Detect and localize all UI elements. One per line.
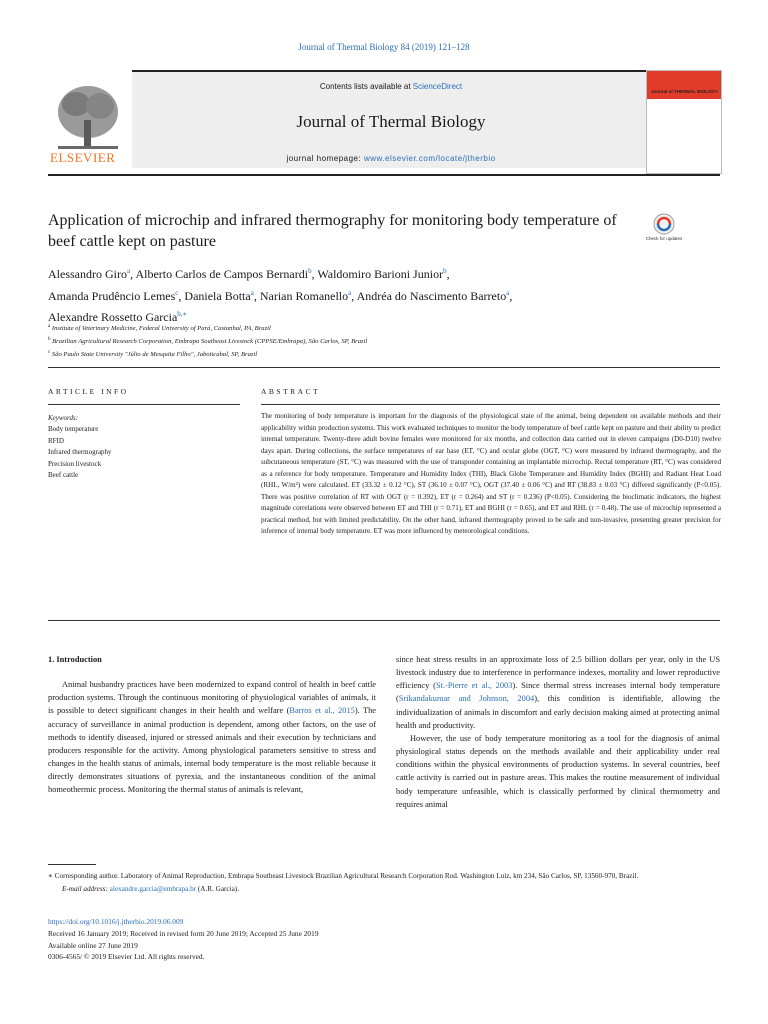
author[interactable]: Andréa do Nascimento Barreto$^a$ bbox=[356, 288, 510, 303]
available-online: Available online 27 June 2019 bbox=[48, 940, 138, 950]
paragraph: Animal husbandry practices have been modernized to expand control of health in beef cattle production systems. Through the continuous monitoring of physiological variables of animals, it is possible to detect significant changes in their health and welfare (Barros et al., 2015). The accuracy of surveillance in animal production is dependent, among other factors, on the use of methods to identify diseased, injured or stressed animals and their execution by technicians and producers responsible for the activity. Among physiological parameters sensitive to stress and changes in the health status of animals, internal body temperature is the most reliable because it directly demonstrates situations of pyrexia, and the instantaneous condition of the animal homeothermic process. Monitoring the thermal status of animals is relevant, bbox=[48, 680, 376, 795]
intro-left-column bbox=[48, 653, 376, 797]
author[interactable]: Narian Romanello$^a$ bbox=[259, 288, 352, 303]
divider bbox=[48, 620, 720, 621]
email-line: E-mail address: alexandre.garcia@embrapa.br (A.R. Garcia). bbox=[62, 884, 240, 893]
contents-prefix: Contents lists available at bbox=[319, 82, 413, 91]
author-list: Alessandro Giro$^a$, Alberto Carlos de Campos Bernardi$^b$, Waldomiro Barioni Junior$^b$, Amanda Prudêncio Lemes$^c$, Daniela Botta$^a$, Narian Romanello$^a$, Andréa do Nascimento Barreto$^a$, Alexandre Rossetto Garcia$^{b,∗}$ bbox=[48, 267, 513, 324]
copyright: 0306-4565/ © 2019 Elsevier Ltd. All rights reserved. bbox=[48, 952, 205, 962]
article-title: Application of microchip and infrared thermography for monitoring body temperature of beef cattle kept on pasture bbox=[48, 212, 617, 250]
homepage-link[interactable]: www.elsevier.com/locate/jtherbio bbox=[363, 154, 496, 163]
author[interactable]: Waldomiro Barioni Junior$^b$ bbox=[317, 267, 447, 281]
homepage-line bbox=[132, 154, 650, 163]
corresponding-author-note: ∗ Corresponding author. Laboratory of Animal Reproduction, Embrapa Southeast Livestock Brazilian Agricultural Research Corporation Rod. Washington Luiz, km 234, São Carlos, SP, 13560-970, Brazil. bbox=[48, 872, 639, 880]
citation-link[interactable]: Srikandakumar and Johnson, 2004 bbox=[398, 694, 535, 704]
affiliation: $^c$ São Paulo State University "Júlio de Mesquita Filho", Jaboticabal, SP, Brazil bbox=[48, 350, 258, 359]
masthead-bottom-rule bbox=[48, 174, 720, 176]
abstract-heading: ABSTRACT bbox=[261, 387, 321, 396]
homepage-prefix: journal homepage: bbox=[286, 154, 364, 163]
author[interactable]: Amanda Prudêncio Lemes$^c$ bbox=[48, 288, 179, 303]
citation-link[interactable]: Barros et al., 2015 bbox=[289, 706, 355, 716]
citation-link[interactable]: St.-Pierre et al., 2003 bbox=[435, 681, 513, 691]
publication-info bbox=[48, 916, 720, 963]
elsevier-wordmark: ELSEVIER bbox=[50, 150, 116, 165]
keyword: Beef cattle bbox=[48, 471, 79, 480]
journal-title: Journal of Thermal Biology bbox=[296, 112, 486, 131]
keyword: Body temperature bbox=[48, 425, 99, 434]
affiliation: $^a$ Institute of Veterinary Medicine, Federal University of Pará, Castanhal, PA, Brazil bbox=[48, 324, 271, 333]
abstract-text: The monitoring of body temperature is important for the diagnosis of the physiological state of the animal, being dependent on available methods and their applicability within production systems. This work evaluated techniques to monitor the body temperature of beef cattle kept on pasture and their ability to predict internal temperature. Twenty-three adult bovine females were monitored for six months, and collection data carried out in eleven campaigns (D0-D10) twelve days apart. During collections, the surface temperatures of ear base (ET, °C) and ocular globe (OGT, °C) were measured by infrared thermography, and the subcutaneous temperature (ST, °C) was measured with the use of transponder containing an implantable microchip. Rectal temperature (RT, °C) was considered as a reference for body temperature. Temperature and Humidity Index (THI), Black Globe Temperature and Humidity Index (BGHI) and Radiant Heat Load (RHL, W/m²) were calculated. ET (33.32 ± 0.12 °C), ST (36.10 ± 0.07 °C), OGT (37.40 ± 0.06 °C) and RT (38.83 ± 0.03 °C) differed significantly (P<0.05). There was positive correlation of RT with OGT (r = 0.392), ET (r = 0.264) and ST (r = 0.236) (P<0.05). Considering the bioclimatic indicators, the highest magnitude correlations were observed between ET and THI (r = 0.71), ET and BGHI (r = 0.65), and ET and RHL (r = 0.48). The use of microchip represented a practical method, but with limited predictability. On the other hand, infrared thermography proved to be safe and non-invasive, presenting greater precision for inference of internal body temperature. ET was more influenced by meteorological conditions. bbox=[261, 412, 721, 536]
doi-link[interactable]: https://doi.org/10.1016/j.jtherbio.2019.06.009 bbox=[48, 917, 184, 926]
journal-reference[interactable]: Journal of Thermal Biology 84 (2019) 121–128 bbox=[298, 42, 470, 52]
keyword: Precision livestock bbox=[48, 459, 102, 468]
divider bbox=[261, 404, 720, 405]
author[interactable]: Alexandre Rossetto Garcia$^{b,∗}$ bbox=[48, 310, 188, 324]
paragraph: since heat stress results in an approximate loss of 2.5 billion dollars per year, only in the US livestock industry due to interference in performance indexes, mortality and lower reproductive efficiency (St.-Pierre et al., 2003). Since thermal stress increases internal body temperature (Srikandakumar and Johnson, 2004), this condition is identifiable, allowing the individualization of animals in discomfort and early decision making aimed at protecting animal health and productivity. bbox=[396, 655, 720, 730]
keyword: Infrared thermography bbox=[48, 448, 112, 457]
paragraph: However, the use of body temperature monitoring as a tool for the diagnosis of animal physiological status depends on the methods available and their applicability under real conditions within the physical environments of production systems. In several countries, beef cattle activity is carried out in pasture areas. This makes the routine measurement of individual body temperature unfeasible, which is classically performed by clinical thermometry and requires animal bbox=[396, 733, 720, 809]
intro-right-column bbox=[396, 653, 720, 811]
keyword: RFID bbox=[48, 436, 64, 445]
journal-cover-thumbnail[interactable] bbox=[646, 70, 722, 174]
footnote-rule bbox=[48, 864, 96, 865]
cover-title: Journal of THERMAL BIOLOGY bbox=[651, 89, 718, 94]
received-dates: Received 16 January 2019; Received in revised form 20 June 2019; Accepted 25 June 2019 bbox=[48, 928, 319, 938]
divider bbox=[48, 404, 240, 405]
divider bbox=[48, 367, 720, 368]
author[interactable]: Alberto Carlos de Campos Bernardi$^b$ bbox=[135, 267, 312, 281]
article-info-heading: ARTICLE INFO bbox=[48, 387, 129, 396]
section-heading: 1. Introduction bbox=[48, 655, 102, 664]
author[interactable]: Daniela Botta$^a$ bbox=[184, 288, 254, 303]
keywords-block bbox=[48, 413, 228, 481]
check-updates-label: Check for updates bbox=[645, 236, 683, 241]
masthead bbox=[48, 68, 720, 178]
sciencedirect-link[interactable]: ScienceDirect bbox=[412, 82, 463, 91]
affiliations bbox=[48, 321, 688, 361]
corresponding-footnote bbox=[48, 870, 720, 895]
cover-band bbox=[647, 71, 721, 99]
contents-line bbox=[132, 82, 650, 91]
check-updates-icon bbox=[644, 212, 684, 236]
affiliation: $^b$ Brazilian Agricultural Research Corporation, Embrapa Southeast Livestock (CPPSE/Embrapa), São Carlos, SP, Brazil bbox=[48, 337, 368, 346]
author[interactable]: Alessandro Giro$^a$ bbox=[48, 267, 131, 281]
check-for-updates-badge[interactable] bbox=[644, 212, 684, 262]
email-link[interactable]: alexandre.garcia@embrapa.br bbox=[109, 884, 197, 893]
masthead-center bbox=[132, 72, 650, 168]
keywords-label: Keywords: bbox=[48, 414, 79, 422]
